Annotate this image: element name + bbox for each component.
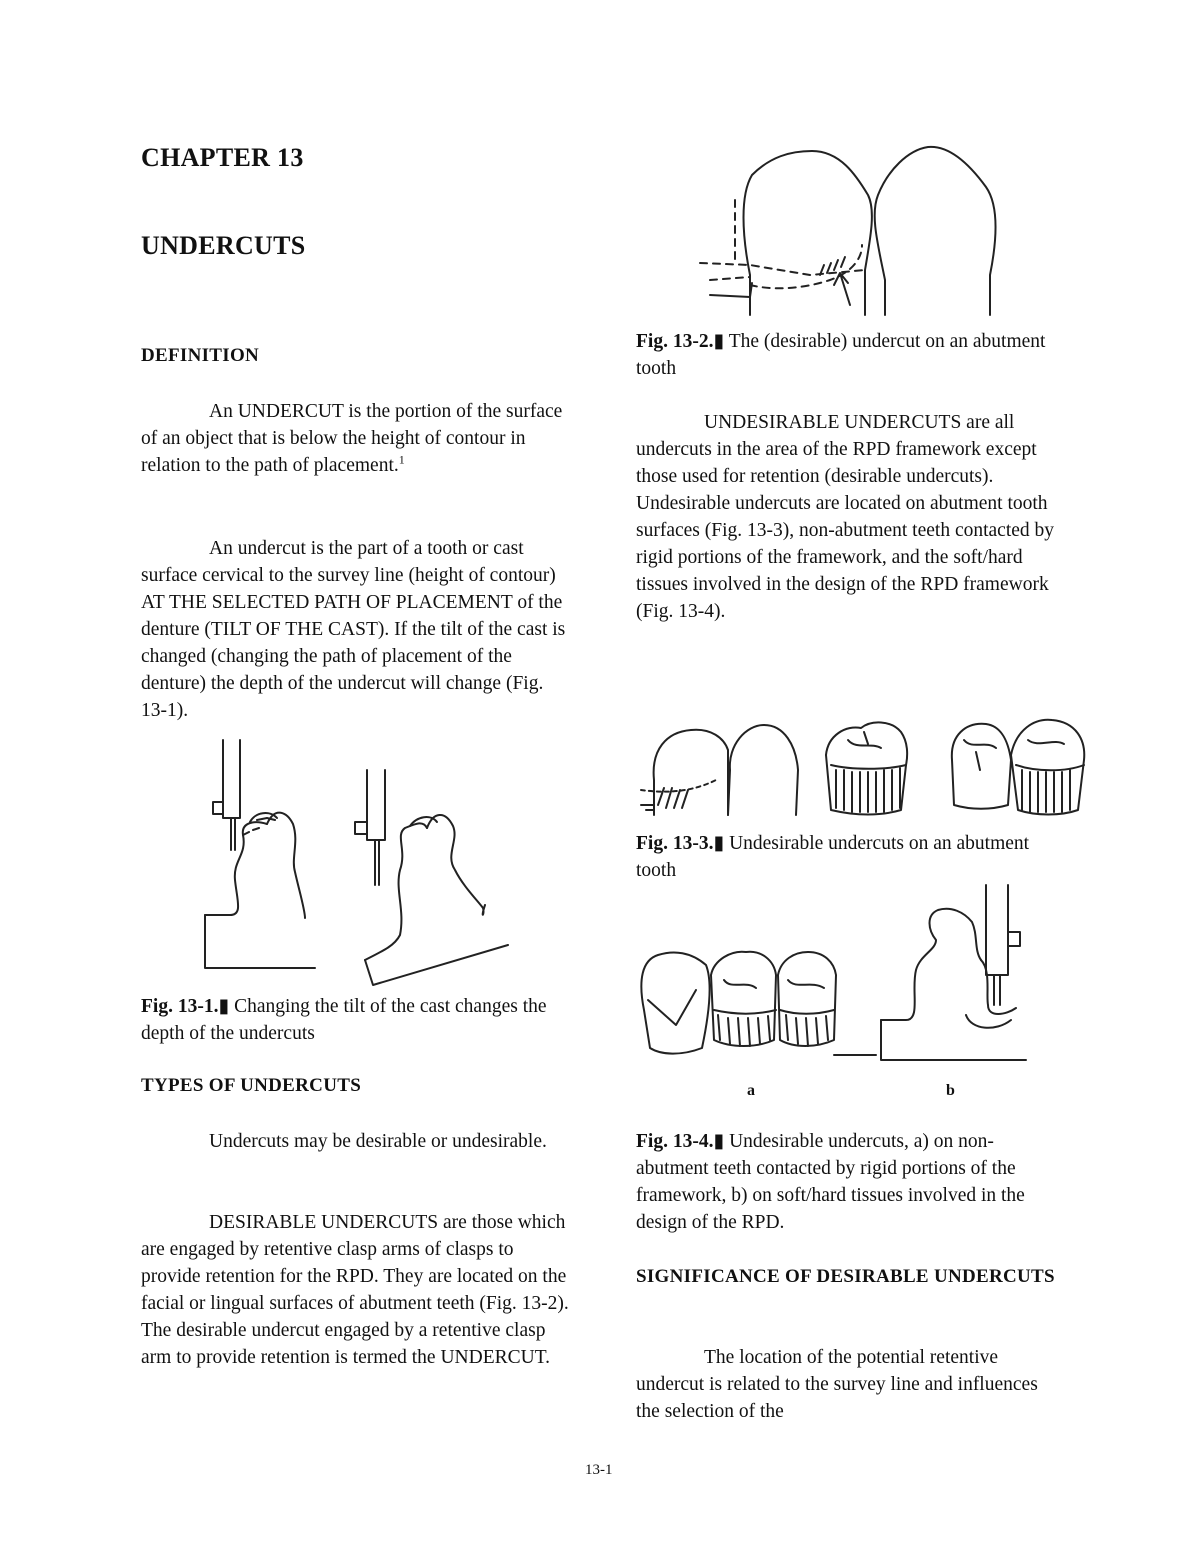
figure-13-2-caption xyxy=(636,328,1064,382)
caption-marker-icon: ▮ xyxy=(713,833,725,854)
figure-13-1-label: Fig. 13-1. xyxy=(141,996,219,1017)
figure-13-2-text: The (desirable) undercut on an abutment tooth xyxy=(636,331,1046,379)
page-title: UNDERCUTS xyxy=(141,231,306,260)
caption-marker-icon: ▮ xyxy=(713,1131,725,1152)
definition-paragraph-1 xyxy=(141,398,569,479)
undesirable-paragraph: UNDESIRABLE UNDERCUTS are all undercuts in the area of the RPD framework except those used for retention (desirable undercuts). Undesirable undercuts are located on abutment tooth surfaces (Fig. 13-3), non-abutment teeth contacted by rigid portions of the framework, and the soft/hard tissues involved in the design of the RPD framework (Fig. 13-4). xyxy=(636,412,1055,622)
figure-13-1-caption xyxy=(141,993,569,1047)
significance-paragraph: The location of the potential retentive undercut is related to the survey line and influences the selection of the xyxy=(636,1347,1038,1422)
types-heading: TYPES OF UNDERCUTS xyxy=(141,1075,362,1096)
figure-13-1-text: Changing the tilt of the cast changes the depth of the undercuts xyxy=(141,996,547,1044)
caption-marker-icon: ▮ xyxy=(713,331,725,352)
footnote-ref: 1 xyxy=(398,452,405,467)
types-paragraph-2: DESIRABLE UNDERCUTS are those which are engaged by retentive clasp arms of clasps to provide retention for the RPD. They are located on the facial or lingual surfaces of abutment teeth (Fig. 13-2). The desirable undercut engaged by a retentive clasp arm to provide retention is termed the UNDERCUT. xyxy=(141,1212,569,1368)
figure-13-3-illustration xyxy=(636,710,1096,820)
types-paragraph-1: Undercuts may be desirable or undesirable. xyxy=(209,1131,547,1152)
figure-13-2-illustration xyxy=(690,145,1030,320)
figure-13-1-illustration xyxy=(195,740,525,985)
figure-13-4-sublabel-b: b xyxy=(946,1082,955,1099)
definition-heading: DEFINITION xyxy=(141,345,260,366)
caption-marker-icon: ▮ xyxy=(218,996,230,1017)
figure-13-4-illustration xyxy=(636,880,1036,1070)
figure-13-2-label: Fig. 13-2. xyxy=(636,331,714,352)
definition-paragraph-2: An undercut is the part of a tooth or cast surface cervical to the survey line (height of contour) AT THE SELECTED PATH OF PLACEMENT of the denture (TILT OF THE CAST). If the tilt of the cast is changed (changing the path of placement of the denture) the depth of the undercut will change (Fig. 13-1). xyxy=(141,538,566,721)
figure-13-3-caption xyxy=(636,830,1064,884)
figure-13-3-text: Undesirable undercuts on an abutment tooth xyxy=(636,833,1030,881)
figure-13-3-label: Fig. 13-3. xyxy=(636,833,714,854)
figure-13-4-sublabel-a: a xyxy=(747,1082,755,1099)
page-number: 13-1 xyxy=(585,1462,613,1478)
figure-13-4-caption xyxy=(636,1128,1064,1236)
figure-13-4-label: Fig. 13-4. xyxy=(636,1131,714,1152)
definition-paragraph-1-text: An UNDERCUT is the portion of the surface of an object that is below the height of contour in relation to the path of placement. xyxy=(141,401,563,476)
figure-13-4-text: Undesirable undercuts, a) on non-abutment teeth contacted by rigid portions of the framework, b) on soft/hard tissues involved in the design of the RPD. xyxy=(636,1131,1025,1233)
significance-heading: SIGNIFICANCE OF DESIRABLE UNDERCUTS xyxy=(636,1266,1055,1287)
chapter-title: CHAPTER 13 xyxy=(141,143,304,172)
